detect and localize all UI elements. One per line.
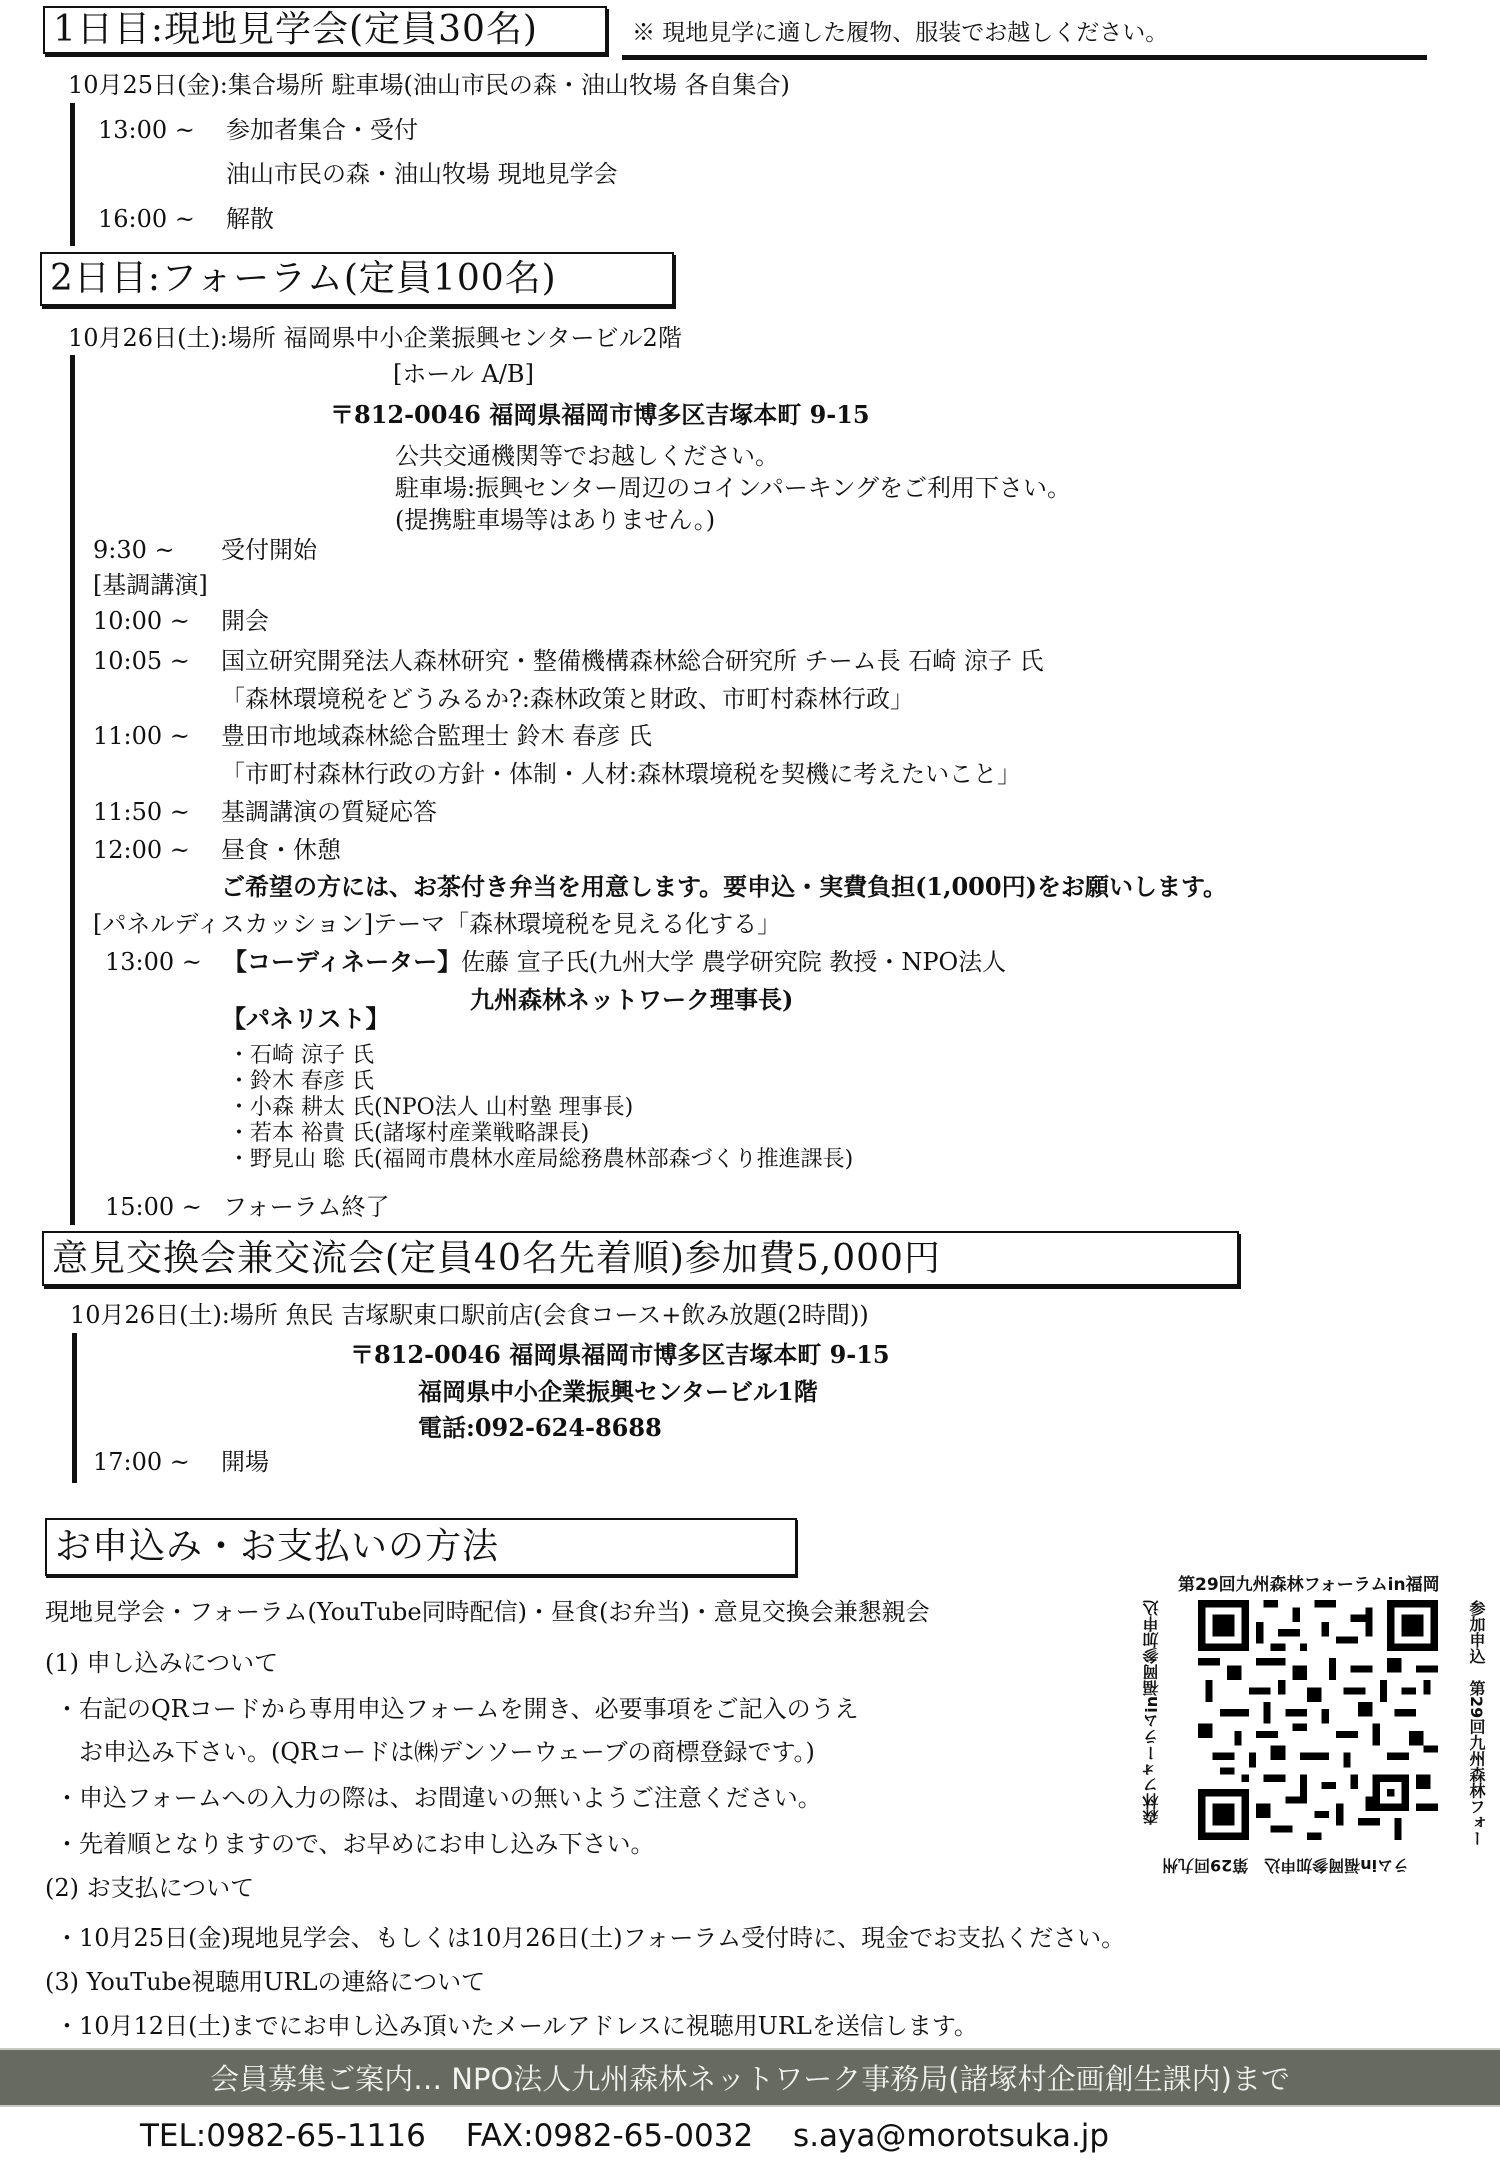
qr-code-icon[interactable]	[1198, 1600, 1438, 1840]
exchange-heading-box	[42, 1231, 1239, 1286]
coordinator-line-cont: 九州森林ネットワーク理事長)	[470, 985, 794, 1014]
application-heading: お申込み・お支払いの方法	[55, 1526, 500, 1567]
keynote-item: 10:00 ~ 開会	[93, 607, 269, 635]
qr-code-panel[interactable]	[1140, 1560, 1490, 1880]
day2-access-line: 公共交通機関等でお越しください。	[395, 442, 779, 470]
application-heading-box	[45, 1518, 797, 1576]
section-title: (3) YouTube視聴用URLの連絡について	[45, 1968, 486, 1996]
day2-close: 15:00 ~ フォーラム終了	[105, 1193, 390, 1221]
coordinator-line: 13:00 ~ 【コーディネーター】佐藤 宣子氏(九州大学 農学研究院 教授・NPO法人	[105, 947, 1007, 976]
section-line: ・先着順となりますので、お早めにお申し込み下さい。	[55, 1830, 655, 1858]
day2-access-line: (提携駐車場等はありません。)	[395, 506, 716, 534]
panelist-item: ・石崎 涼子 氏	[228, 1043, 374, 1068]
panelist-item: ・鈴木 春彦 氏	[228, 1069, 374, 1094]
panelist-item: ・若本 裕貴 氏(諸塚村産業戦略課長)	[228, 1121, 590, 1146]
section-line: ・10月12日(土)までにお申し込み頂いたメールアドレスに視聴用URLを送信します。	[55, 2012, 978, 2040]
day2-heading: 2日目:フォーラム(定員100名)	[50, 258, 557, 299]
day2-hall: [ホール A/B]	[393, 360, 534, 388]
exchange-heading: 意見交換会兼交流会(定員40名先着順)参加費5,000円	[52, 1237, 941, 1279]
panelist-item: ・小森 耕太 氏(NPO法人 山村塾 理事長)	[228, 1095, 634, 1120]
section-line: お申込み下さい。(QRコードは㈱デンソーウェーブの商標登録です。)	[55, 1738, 815, 1766]
section-title: (1) 申し込みについて	[45, 1649, 279, 1677]
day1-timeline-bar	[70, 103, 75, 246]
qr-caption-right: 参加申込 第29回九州森林フォー	[1467, 1600, 1486, 1847]
keynote-label: [基調講演]	[93, 571, 208, 599]
exchange-phone: 電話:092-624-8688	[418, 1413, 662, 1442]
day1-heading: 1日目:現地見学会(定員30名)	[53, 9, 538, 50]
day1-schedule-item: 16:00 ~ 解散	[98, 205, 274, 233]
keynote-item: 11:00 ~ 豊田市地域森林総合監理士 鈴木 春彦 氏	[93, 722, 652, 750]
day1-note: ※ 現地見学に適した履物、服装でお越しください。	[632, 20, 1169, 46]
panelists-label: 【パネリスト】	[222, 1004, 390, 1033]
keynote-item: 「森林環境税をどうみるか?:森林政策と財政、市町村森林行政」	[221, 685, 914, 713]
exchange-open: 17:00 ~ 開場	[93, 1448, 269, 1476]
keynote-item: 10:05 ~ 国立研究開発法人森林研究・整備機構森林総合研究所 チーム長 石崎 涼子 氏	[93, 647, 1044, 675]
day1-schedule-item: 13:00 ~ 参加者集合・受付	[98, 116, 418, 144]
keynote-item: 11:50 ~ 基調講演の質疑応答	[93, 798, 437, 826]
day1-schedule-item: 油山市民の森・油山牧場 現地見学会	[226, 160, 618, 188]
qr-caption-bottom: ラムin福岡参加申込 第29回九州	[1162, 1856, 1409, 1875]
application-items-line: 現地見学会・フォーラム(YouTube同時配信)・昼食(お弁当)・意見交換会兼懇親会	[45, 1598, 930, 1626]
membership-banner-text: 会員募集ご案内… NPO法人九州森林ネットワーク事務局(諸塚村企画創生課内)まで	[210, 2062, 1290, 2096]
keynote-item: ご希望の方には、お茶付き弁当を用意します。要申込・実費負担(1,000円)をお願いします。	[221, 872, 1228, 901]
day1-date-line: 10月25日(金):集合場所 駐車場(油山市民の森・油山牧場 各自集合)	[68, 71, 790, 99]
day1-heading-box	[43, 6, 607, 54]
contact-fax: FAX:0982-65-0032	[465, 2118, 754, 2154]
exchange-date-line: 10月26日(土):場所 魚民 吉塚駅東口駅前店(会食コース+飲み放題(2時間))	[70, 1301, 869, 1329]
day1-note-underline	[622, 55, 1427, 60]
section-line: ・申込フォームへの入力の際は、お間違いの無いようご注意ください。	[55, 1784, 822, 1812]
contact-tel[interactable]: TEL:0982-65-1116	[140, 2118, 426, 2154]
keynote-item: 12:00 ~ 昼食・休憩	[93, 836, 341, 864]
qr-caption-left: 森林フォーラムin福岡参加申込	[1142, 1600, 1161, 1825]
section-title: (2) お支払について	[45, 1874, 255, 1902]
panel-label: [パネルディスカッション]テーマ「森林環境税を見える化する」	[93, 910, 782, 938]
panelist-item: ・野見山 聡 氏(福岡市農林水産局総務農林部森づくり推進課長)	[228, 1147, 854, 1172]
day2-timeline-bar	[70, 355, 75, 1225]
exchange-address: 〒812-0046 福岡県福岡市博多区吉塚本町 9-15	[350, 1340, 890, 1369]
day2-date-line: 10月26日(土):場所 福岡県中小企業振興センタービル2階	[68, 324, 682, 352]
day2-address: 〒812-0046 福岡県福岡市博多区吉塚本町 9-15	[330, 400, 870, 429]
contact-line	[140, 2118, 1139, 2154]
exchange-building: 福岡県中小企業振興センタービル1階	[418, 1377, 818, 1406]
qr-caption-top: 第29回九州森林フォーラムin福岡	[1178, 1575, 1440, 1595]
day2-reception: 9:30 ~ 受付開始	[93, 536, 317, 564]
day2-access-line: 駐車場:振興センター周辺のコインパーキングをご利用下さい。	[395, 474, 1072, 502]
exchange-timeline-bar	[72, 1333, 77, 1483]
section-line: ・右記のQRコードから専用申込フォームを開き、必要事項をご記入のうえ	[55, 1695, 859, 1723]
section-line: ・10月25日(金)現地見学会、もしくは10月26日(土)フォーラム受付時に、現金でお支払ください。	[55, 1924, 1126, 1952]
day2-heading-box	[40, 252, 674, 306]
membership-banner	[0, 2048, 1500, 2107]
contact-email[interactable]: s.aya@morotsuka.jp	[793, 2118, 1110, 2154]
keynote-item: 「市町村森林行政の方針・体制・人材:森林環境税を契機に考えたいこと」	[221, 760, 1022, 788]
